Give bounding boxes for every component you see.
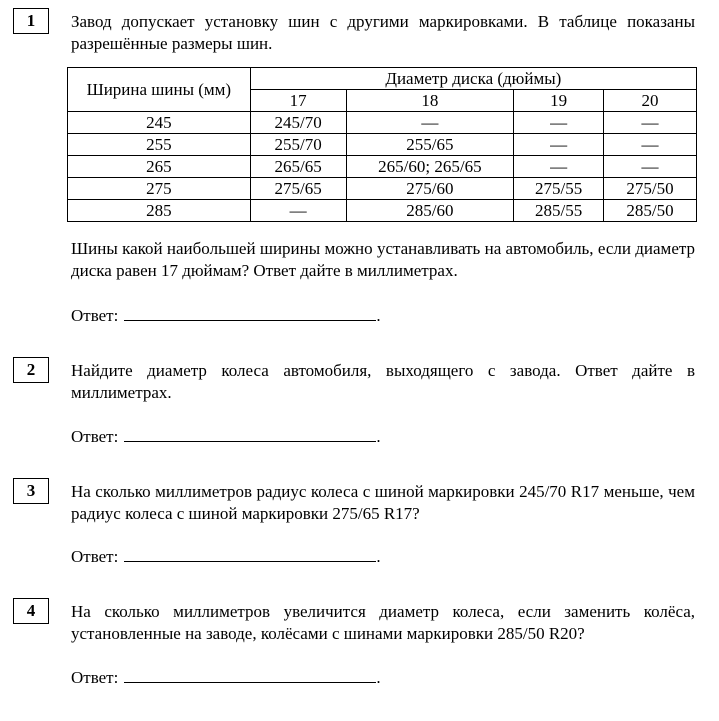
question-number-3: 3 [13, 478, 49, 504]
table-cell: 275/55 [514, 178, 604, 200]
answer-suffix: . [376, 668, 381, 687]
table-cell: — [250, 200, 346, 222]
question-number-1: 1 [13, 8, 49, 34]
question-1-text: Шины какой наибольшей ширины можно устанавливать на автомобиль, если диаметр диска равен 17 дюймам? Ответ дайте в миллиметрах. [71, 239, 695, 280]
row-width: 275 [68, 178, 251, 200]
row-width: 265 [68, 156, 251, 178]
table-cell: 275/65 [250, 178, 346, 200]
question-number-2: 2 [13, 357, 49, 383]
diameter-20: 20 [604, 90, 697, 112]
answer-label: Ответ: [71, 306, 119, 325]
table-cell: 275/60 [346, 178, 514, 200]
table-cell: 265/65 [250, 156, 346, 178]
answer-line-1 [71, 305, 381, 327]
diameter-19: 19 [514, 90, 604, 112]
table-row [68, 178, 697, 200]
table-row [68, 156, 697, 178]
answer-label: Ответ: [71, 547, 119, 566]
table-row [68, 134, 697, 156]
width-header: Ширина шины (мм) [68, 68, 251, 112]
table-cell: 255/65 [346, 134, 514, 156]
answer-field-4[interactable] [124, 668, 376, 683]
table-cell: — [346, 112, 514, 134]
answer-line-4 [71, 667, 381, 689]
table-cell: 265/60; 265/65 [346, 156, 514, 178]
table-cell: — [514, 156, 604, 178]
answer-line-3 [71, 546, 381, 568]
table-cell: — [514, 112, 604, 134]
table-row [68, 200, 697, 222]
answer-suffix: . [376, 306, 381, 325]
table-row [68, 112, 697, 134]
tire-sizes-table [67, 67, 697, 222]
answer-field-3[interactable] [124, 547, 376, 562]
answer-label: Ответ: [71, 427, 119, 446]
table-cell: 285/50 [604, 200, 697, 222]
question-1-intro: Завод допускает установку шин с другими маркировками. В таблице показаны разрешённые размеры шин. [71, 12, 695, 53]
question-4-text: На сколько миллиметров увеличится диаметр колеса, если заменить колёса, установленные на заводе, колёсами с шинами маркировки 285/50 R20? [71, 602, 695, 643]
row-width: 245 [68, 112, 251, 134]
table-cell: 255/70 [250, 134, 346, 156]
question-number-4: 4 [13, 598, 49, 624]
table-cell: — [604, 156, 697, 178]
diameter-header: Диаметр диска (дюймы) [250, 68, 696, 90]
answer-label: Ответ: [71, 668, 119, 687]
answer-field-1[interactable] [124, 306, 376, 321]
row-width: 255 [68, 134, 251, 156]
diameter-18: 18 [346, 90, 514, 112]
answer-line-2 [71, 426, 381, 448]
question-2-text: Найдите диаметр колеса автомобиля, выходящего с завода. Ответ дайте в миллиметрах. [71, 361, 695, 402]
answer-suffix: . [376, 547, 381, 566]
table-cell: — [514, 134, 604, 156]
answer-suffix: . [376, 427, 381, 446]
table-cell: — [604, 112, 697, 134]
diameter-17: 17 [250, 90, 346, 112]
row-width: 285 [68, 200, 251, 222]
answer-field-2[interactable] [124, 427, 376, 442]
table-cell: — [604, 134, 697, 156]
table-cell: 275/50 [604, 178, 697, 200]
table-cell: 245/70 [250, 112, 346, 134]
question-3-text: На сколько миллиметров радиус колеса с шиной маркировки 245/70 R17 меньше, чем радиус колеса с шиной маркировки 275/65 R17? [71, 482, 695, 523]
table-cell: 285/60 [346, 200, 514, 222]
table-cell: 285/55 [514, 200, 604, 222]
